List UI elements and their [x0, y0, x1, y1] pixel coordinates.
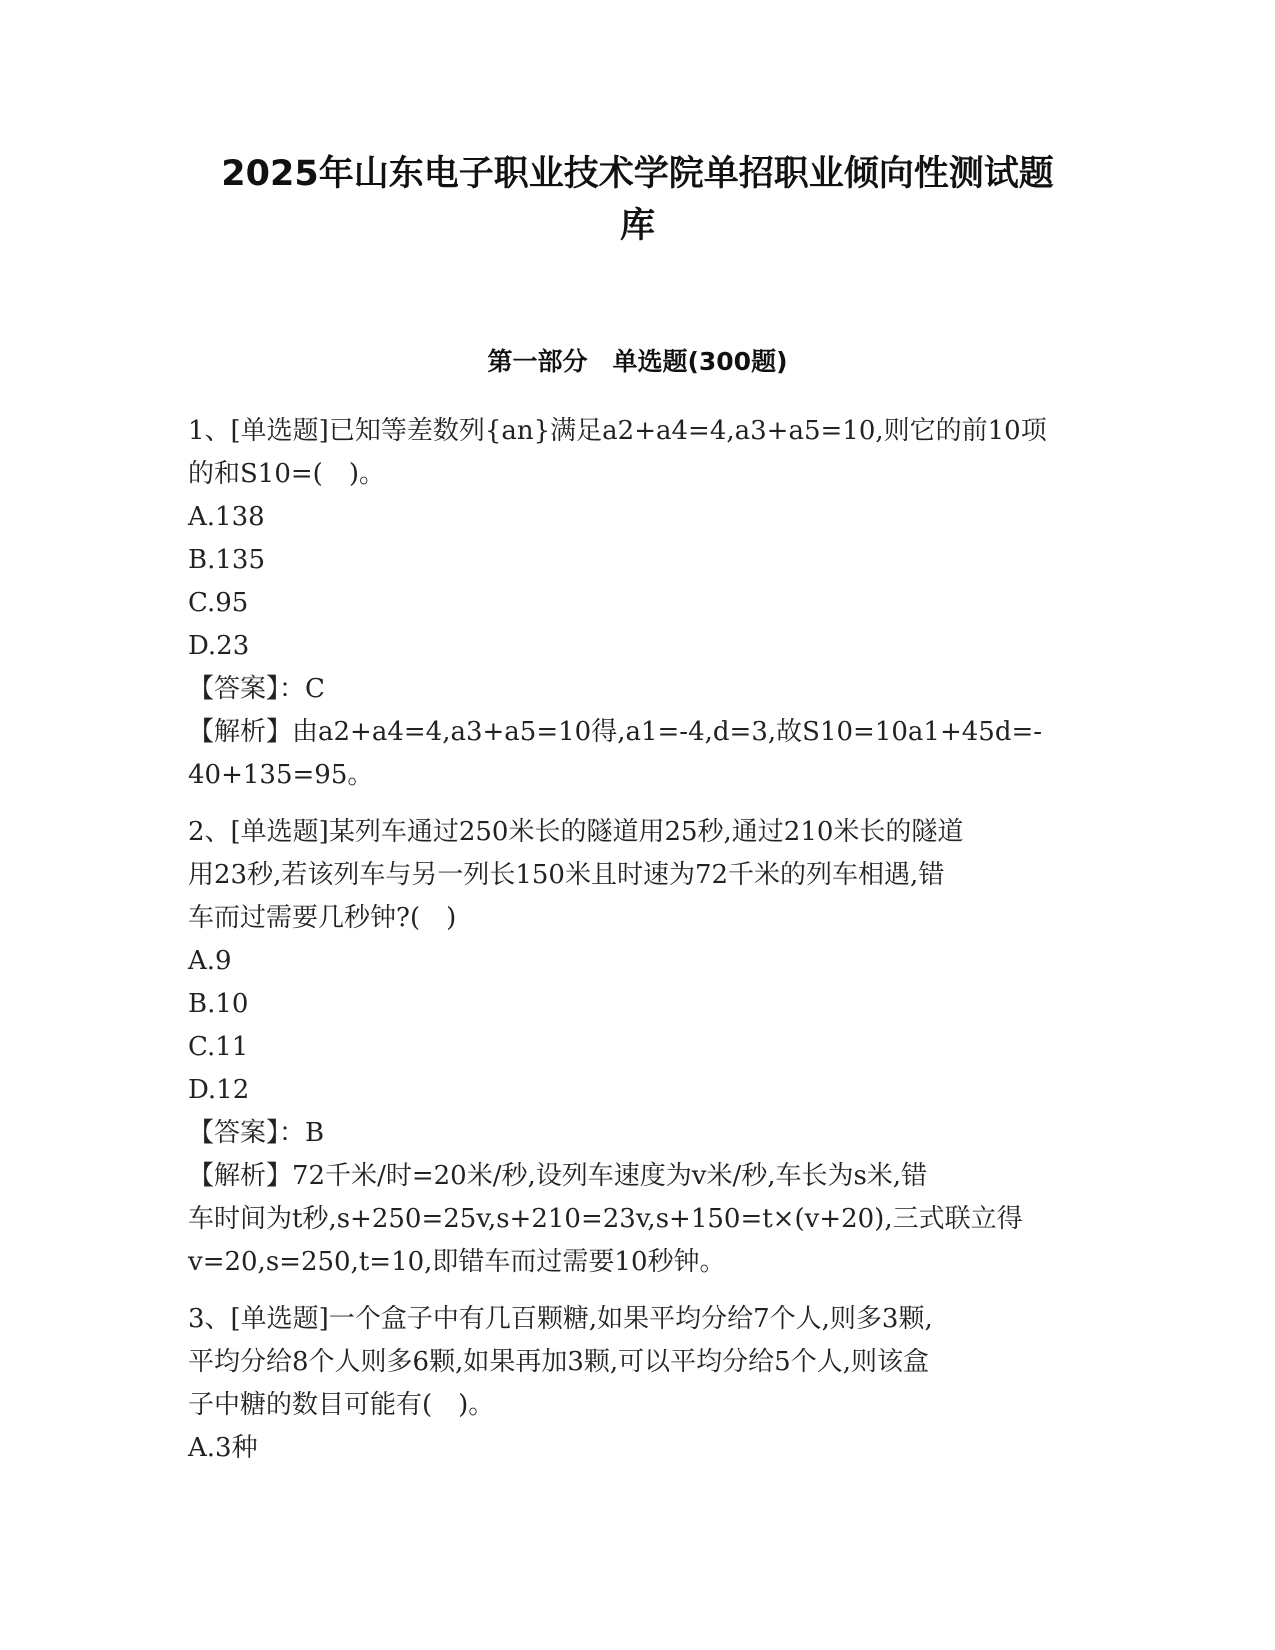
option-a: A.9	[188, 946, 232, 976]
question-stem-line: 用23秒,若该列车与另一列长150米且时速为72千米的列车相遇,错	[188, 860, 945, 890]
answer-line	[188, 668, 1088, 711]
question-stem-line: 车而过需要几秒钟?( )	[188, 903, 457, 933]
question-2	[188, 811, 1088, 1284]
option-b: B.10	[188, 989, 249, 1019]
option-a: A.138	[188, 502, 265, 532]
analysis-text: 由a2+a4=4,a3+a5=10得,a1=-4,d=3,故S10=10a1+45d=-	[292, 717, 1043, 747]
answer-value: C	[305, 674, 325, 704]
analysis-line: 车时间为t秒,s+250=25v,s+210=23v,s+150=t×(v+20),三式联立得	[188, 1204, 1023, 1234]
analysis-line	[188, 1155, 1088, 1198]
document-title-line-1: 2025年山东电子职业技术学院单招职业倾向性测试题	[221, 154, 1054, 194]
answer-label: 【答案】：	[188, 1118, 306, 1148]
analysis-line	[188, 711, 1088, 754]
question-list	[188, 410, 1088, 1484]
analysis-text: 72千米/时=20米/秒,设列车速度为v米/秒,车长为s米,错	[292, 1161, 928, 1191]
answer-value: B	[305, 1118, 325, 1148]
analysis-line: 40+135=95。	[188, 760, 374, 790]
question-stem	[188, 811, 1088, 940]
question-stem-line: 平均分给8个人则多6颗,如果再加3颗,可以平均分给5个人,则该盒	[188, 1347, 929, 1377]
question-1	[188, 410, 1088, 797]
option-c: C.11	[188, 1032, 249, 1062]
section-heading: 第一部分 单选题(300题)	[487, 347, 788, 376]
question-stem-line: 2、[单选题]某列车通过250米长的隧道用25秒,通过210米长的隧道	[188, 817, 964, 847]
option-c: C.95	[188, 588, 249, 618]
analysis-line: v=20,s=250,t=10,即错车而过需要10秒钟。	[188, 1247, 726, 1277]
option-a: A.3种	[188, 1433, 258, 1463]
question-3	[188, 1298, 1088, 1470]
answer-label: 【答案】：	[188, 674, 306, 704]
analysis-label: 【解析】	[188, 1161, 293, 1191]
question-stem-line: 子中糖的数目可能有( )。	[188, 1390, 495, 1420]
answer-line	[188, 1112, 1088, 1155]
option-d: D.12	[188, 1075, 250, 1105]
question-stem-line: 的和S10=( )。	[188, 459, 385, 489]
question-stem	[188, 1298, 1088, 1427]
analysis-label: 【解析】	[188, 717, 293, 747]
document-title-line-2: 库	[619, 206, 655, 246]
option-b: B.135	[188, 545, 265, 575]
question-stem-line: 3、[单选题]一个盒子中有几百颗糖,如果平均分给7个人,则多3颗,	[188, 1304, 933, 1334]
document-title	[150, 148, 1125, 252]
option-d: D.23	[188, 631, 250, 661]
question-stem-line: 1、[单选题]已知等差数列{an}满足a2+a4=4,a3+a5=10,则它的前10项	[188, 416, 1047, 446]
question-stem	[188, 410, 1088, 496]
